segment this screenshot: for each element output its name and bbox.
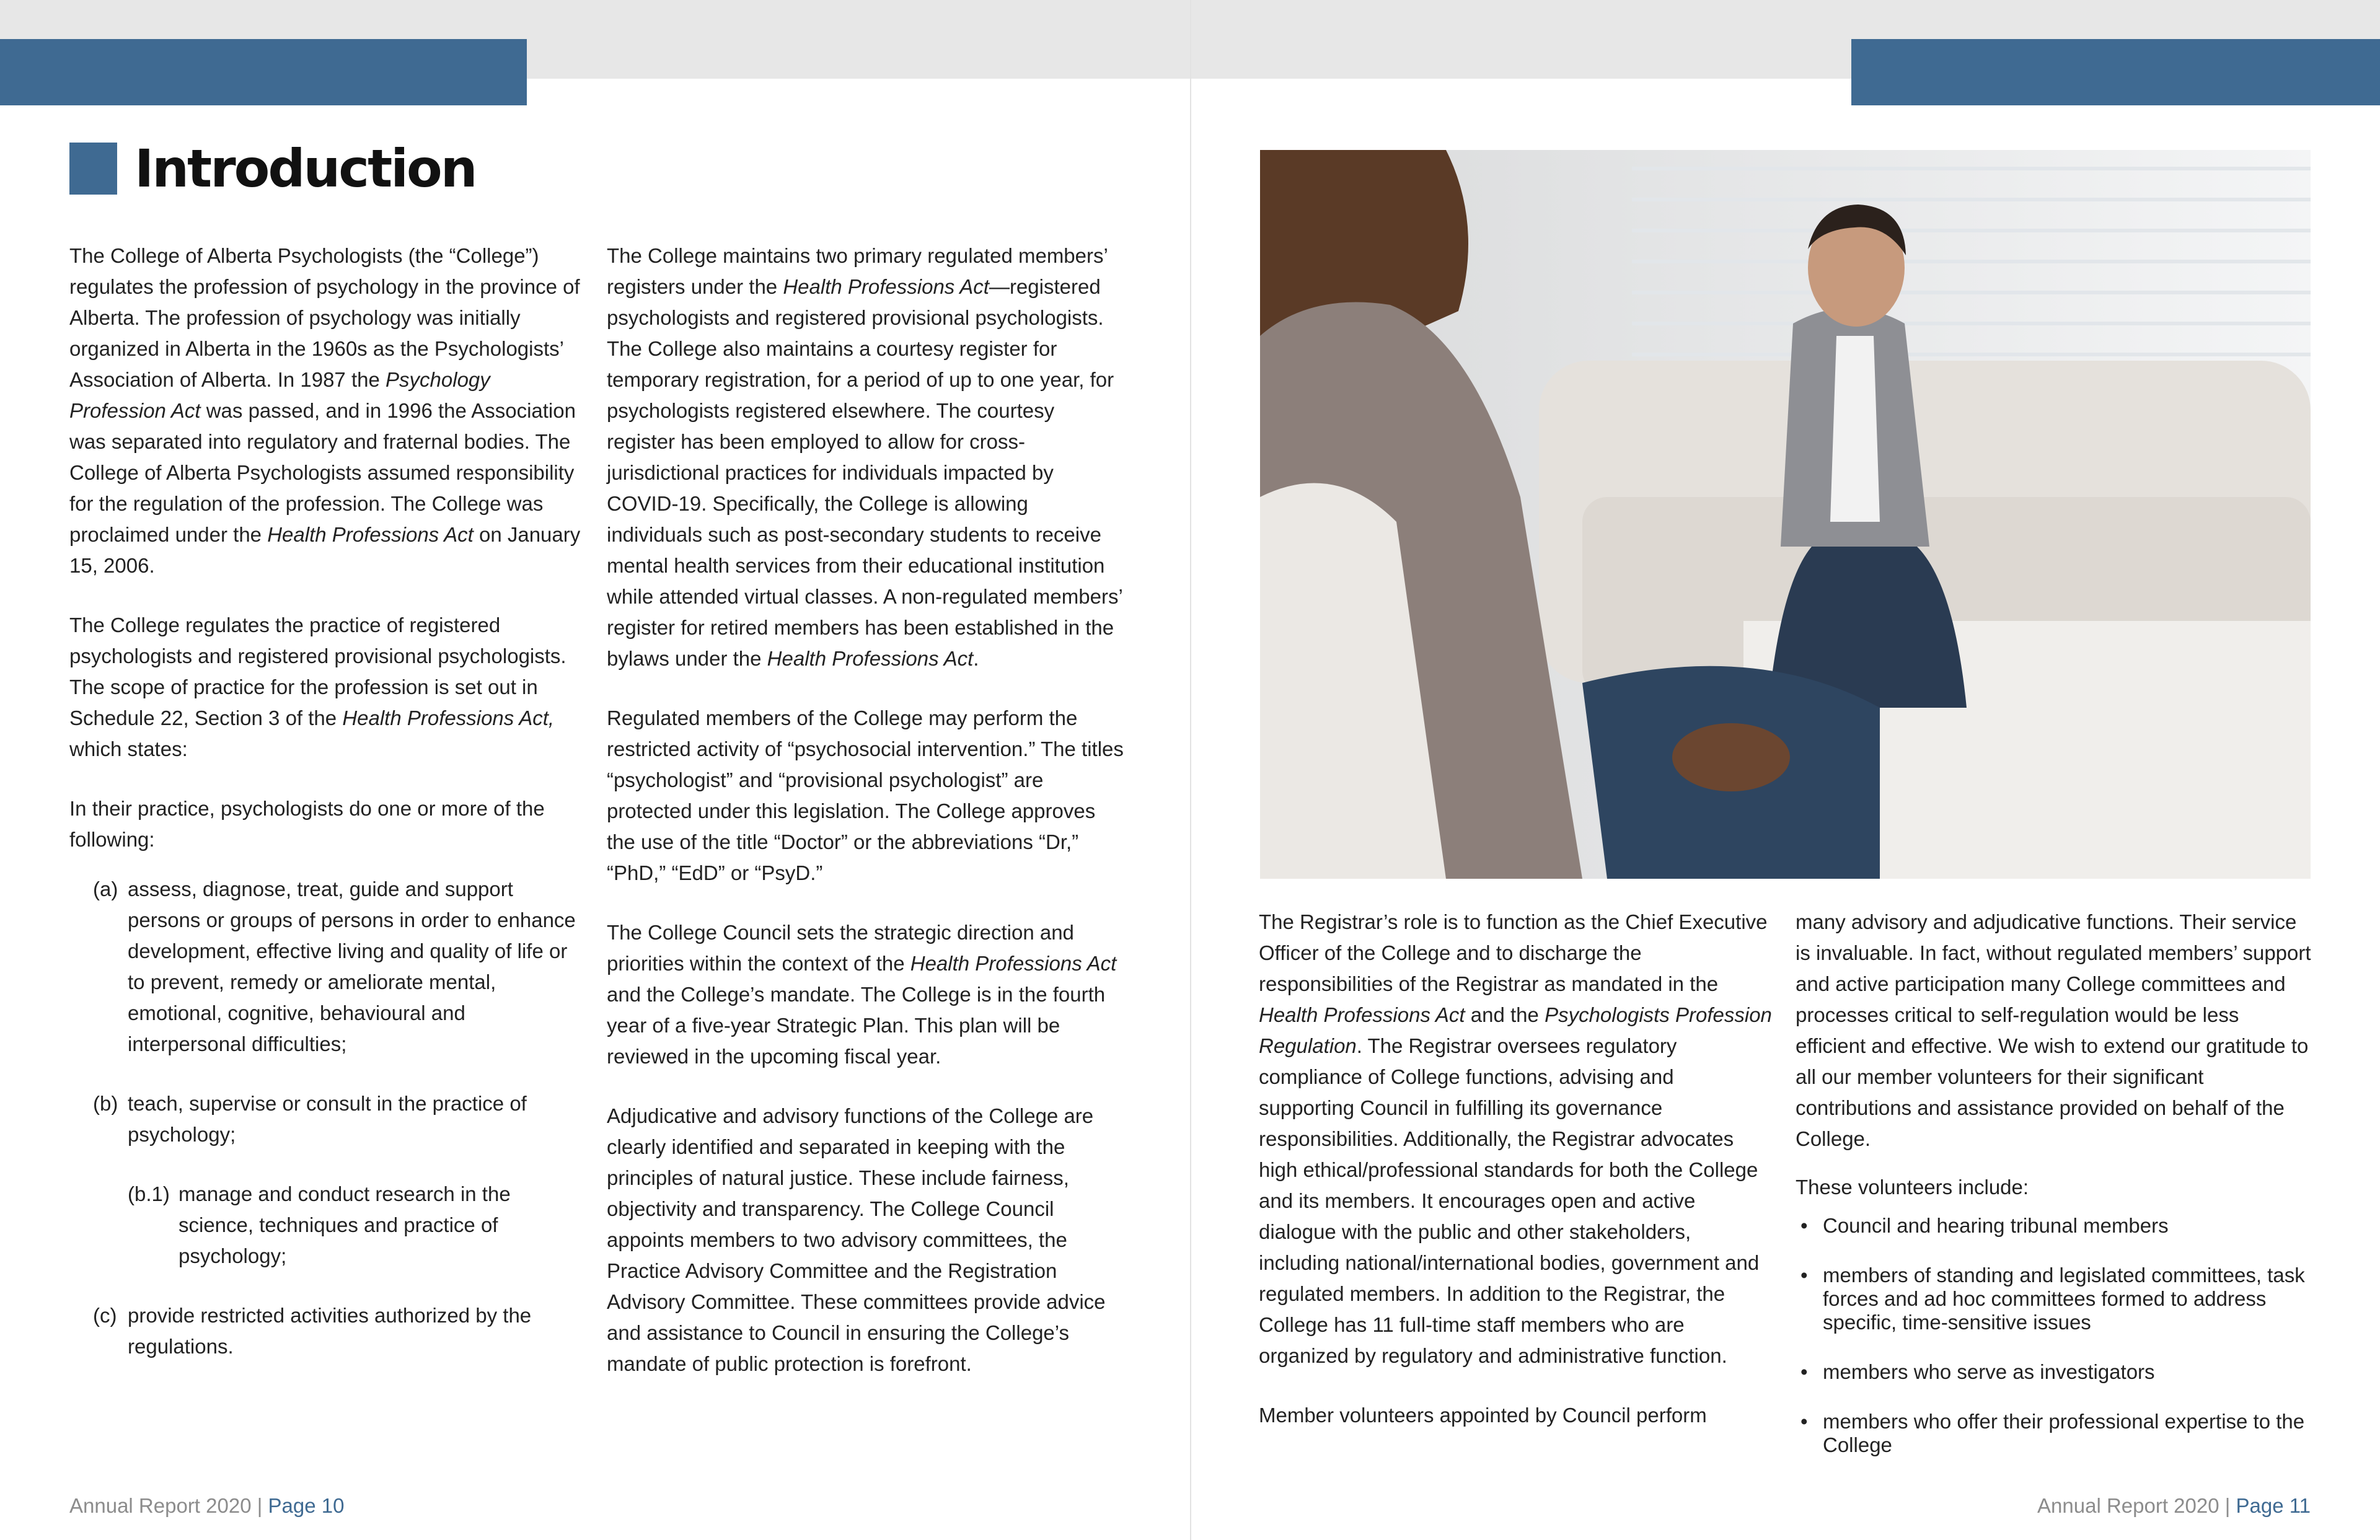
right-column-1 xyxy=(1259,907,1773,1459)
paragraph: many advisory and adjudicative functions. Their service is invaluable. In fact, without regulated members’ support and active participation many College committees and processes critical to self-regulation would be less efficient and effective. We wish to extend our gratitude to all our member volunteers for their significant contributions and assistance provided on behalf of the College. xyxy=(1796,910,2311,1150)
page-spine xyxy=(1190,0,1191,1540)
footer-left: Annual Report 2020 | Page 10 xyxy=(69,1494,345,1517)
list-item: (b) teach, supervise or consult in the practice of psychology; xyxy=(93,1092,527,1146)
left-column-2 xyxy=(607,240,1124,1408)
paragraph: These volunteers include: xyxy=(1796,1176,2029,1199)
footer-right: Annual Report 2020 | Page 11 xyxy=(2037,1494,2311,1517)
page-title: Introduction xyxy=(134,138,476,199)
paragraph: In their practice, psychologists do one or more of the following: xyxy=(69,797,545,851)
left-column-1 xyxy=(69,240,584,1391)
bullet-icon: • xyxy=(1800,1360,1808,1383)
list-item: (b.1) manage and conduct research in the science, techniques and practice of psychology; xyxy=(128,1182,511,1267)
list-item: (c) provide restricted activities authorized by the regulations. xyxy=(93,1304,532,1358)
list-item: (a) assess, diagnose, treat, guide and support persons or groups of persons in order to enhance development, effective living and quality of life or to prevent, remedy or ameliorate mental, emotional, cognitive, behavioural and interpersonal difficulties; xyxy=(93,878,576,1055)
list-item: • members who offer their professional expertise to the College xyxy=(1800,1410,2305,1456)
page-number: Page 11 xyxy=(2236,1494,2311,1517)
paragraph: The College of Alberta Psychologists (the “College”) regulates the profession of psychology in the province of Alberta. The profession of psychology was initially organized in Alberta in the 1960s as the Psychologists’ Association of Alberta. In 1987 the Psychology Profession Act was passed, and in 1996 the Association was separated into regulatory and fraternal bodies. The College of Alberta Psychologists assumed responsibility for the regulation of the profession. The College was proclaimed under the Health Professions Act on January 15, 2006. xyxy=(69,244,581,577)
list-item: • members who serve as investigators xyxy=(1800,1360,2155,1383)
right-accent-bar xyxy=(1851,39,2380,105)
right-column-2 xyxy=(1796,907,2313,1483)
left-accent-bar xyxy=(0,39,527,105)
paragraph: Member volunteers appointed by Council perform xyxy=(1259,1404,1707,1427)
paragraph: Regulated members of the College may perform the restricted activity of “psychosocial intervention.” The titles “psychologist” and “provisional psychologist” are protected under this legislation. The College approves the use of the title “Doctor” or the abbreviations “Dr,” “PhD,” “EdD” or “PsyD.” xyxy=(607,706,1124,884)
paragraph: Adjudicative and advisory functions of the College are clearly identified and separated in keeping with the principles of natural justice. These include fairness, objectivity and transparency. The College Council appoints members to two advisory committees, the Practice Advisory Committee and the Registration Advisory Committee. These committees provide advice and assistance to Council in ensuring the College’s mandate of public protection is forefront. xyxy=(607,1104,1106,1375)
list-item: • members of standing and legislated committees, task forces and ad hoc committees formed to address specific, time-sensitive issues xyxy=(1800,1264,2305,1334)
heading-accent-square xyxy=(69,143,117,195)
list-item: • Council and hearing tribunal members xyxy=(1800,1214,2169,1237)
counseling-session-photo xyxy=(1260,150,2311,879)
bullet-icon: • xyxy=(1800,1264,1808,1287)
paragraph: The College regulates the practice of registered psychologists and registered provisional psychologists. The scope of practice for the profession is set out in Schedule 22, Section 3 of the Health Professions Act, which states: xyxy=(69,614,566,760)
photo-illustration xyxy=(1260,150,2311,879)
practice-list xyxy=(69,874,584,1362)
paragraph: The Registrar’s role is to function as the Chief Executive Officer of the College and to discharge the responsibilities of the Registrar as mandated in the Health Professions Act and the Psychologists Profession Regulation. The Registrar oversees regulatory compliance of College functions, advising and supporting Council in fulfilling its governance responsibilities. Additionally, the Registrar advocates high ethical/professional standards for both the College and its members. It encourages open and active dialogue with the public and other stakeholders, including national/international bodies, government and regulated members. In addition to the Registrar, the College has 11 full-time staff members who are organized by regulatory and administrative function. xyxy=(1259,910,1772,1367)
bullet-icon: • xyxy=(1800,1214,1808,1237)
bullet-icon: • xyxy=(1800,1410,1808,1433)
paragraph: The College Council sets the strategic direction and priorities within the context of the Health Professions Act and the College’s mandate. The College is in the fourth year of a five-year Strategic Plan. This plan will be reviewed in the upcoming fiscal year. xyxy=(607,921,1117,1068)
volunteers-list xyxy=(1796,1214,2313,1457)
paragraph: The College maintains two primary regulated members’ registers under the Health Professions Act—registered psychologists and registered provisional psychologists. The College also maintains a courtesy register for temporary registration, for a period of up to one year, for psychologists registered elsewhere. The courtesy register has been employed to allow for cross-jurisdictional practices for individuals impacted by COVID-19. Specifically, the College is allowing individuals such as post-secondary students to receive mental health services from their educational institution while attended virtual classes. A non-regulated members’ register for retired members has been established in the bylaws under the Health Professions Act. xyxy=(607,244,1122,670)
page-number: Page 10 xyxy=(268,1494,345,1517)
